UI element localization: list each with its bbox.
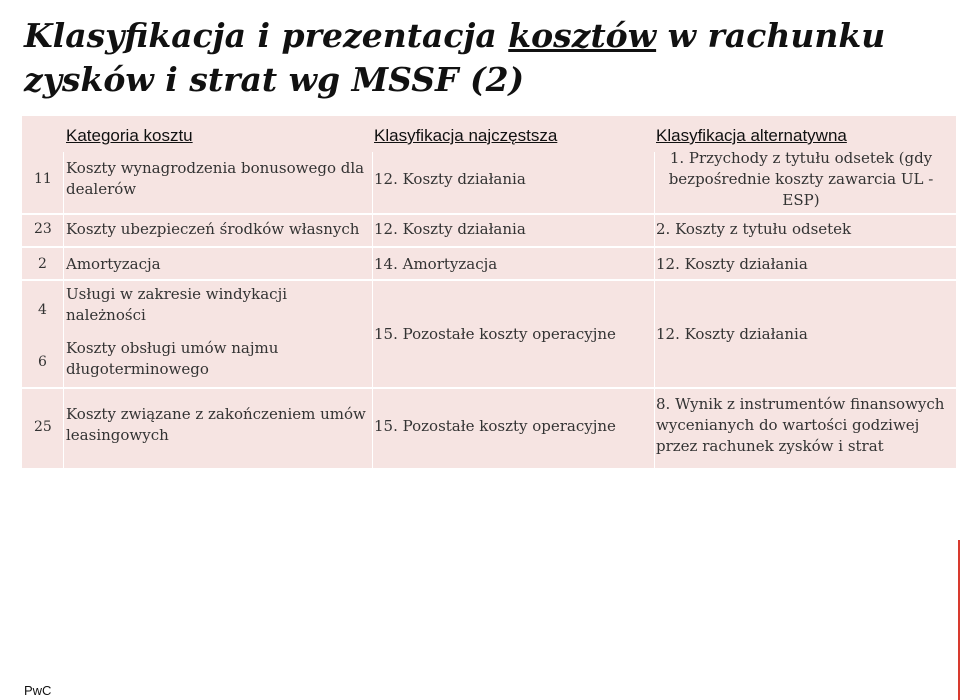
row-category: Koszty związane z zakończeniem umów leasingowych (66, 405, 366, 444)
header-alternative: Klasyfikacja alternatywna (656, 126, 847, 145)
classification-table (22, 116, 956, 468)
header-common: Klasyfikacja najczęstsza (374, 126, 558, 145)
row-separator (22, 213, 956, 215)
row-common: 15. Pozostałe koszty operacyjne (374, 325, 616, 343)
row-category: Koszty ubezpieczeń środków własnych (66, 220, 360, 238)
slide-title (24, 14, 944, 102)
row-alternative: 12. Koszty działania (656, 325, 808, 343)
row-alternative: 12. Koszty działania (656, 255, 808, 273)
row-separator (22, 279, 956, 281)
row-category: Usługi w zakresie windykacji należności (66, 285, 288, 324)
row-separator (22, 387, 956, 389)
title-underlined-word: kosztów (508, 16, 657, 55)
row-alternative: 2. Koszty z tytułu odsetek (656, 220, 852, 238)
col-separator (654, 152, 655, 468)
col-separator (63, 152, 64, 468)
title-line2: zysków i strat wg MSSF (2) (24, 60, 525, 99)
row-number: 6 (38, 354, 47, 370)
row-common: 14. Amortyzacja (374, 255, 498, 273)
row-number: 2 (38, 256, 47, 272)
title-line1-prefix: Klasyfikacja i prezentacja (24, 16, 509, 55)
row-number: 11 (34, 171, 52, 187)
row-separator (22, 246, 956, 248)
title-line1-suffix: w rachunku (656, 16, 886, 55)
row-category: Koszty wynagrodzenia bonusowego dla dealerów (66, 159, 365, 198)
footer-brand: PwC (24, 683, 52, 698)
row-alternative: 8. Wynik z instrumentów finansowych wycenianych do wartości godziwej przez rachunek zysków i strat (656, 395, 945, 455)
row-number: 23 (34, 221, 52, 237)
row-alternative: 1. Przychody z tytułu odsetek (gdy bezpośrednie koszty zawarcia UL - ESP) (668, 149, 934, 209)
row-common: 15. Pozostałe koszty operacyjne (374, 417, 616, 435)
row-number: 25 (34, 419, 52, 435)
row-category: Amortyzacja (66, 255, 161, 273)
row-common: 12. Koszty działania (374, 170, 526, 188)
row-common: 12. Koszty działania (374, 220, 526, 238)
row-number: 4 (38, 302, 47, 318)
row-category: Koszty obsługi umów najmu długoterminowego (66, 339, 279, 378)
header-category: Kategoria kosztu (66, 126, 193, 145)
